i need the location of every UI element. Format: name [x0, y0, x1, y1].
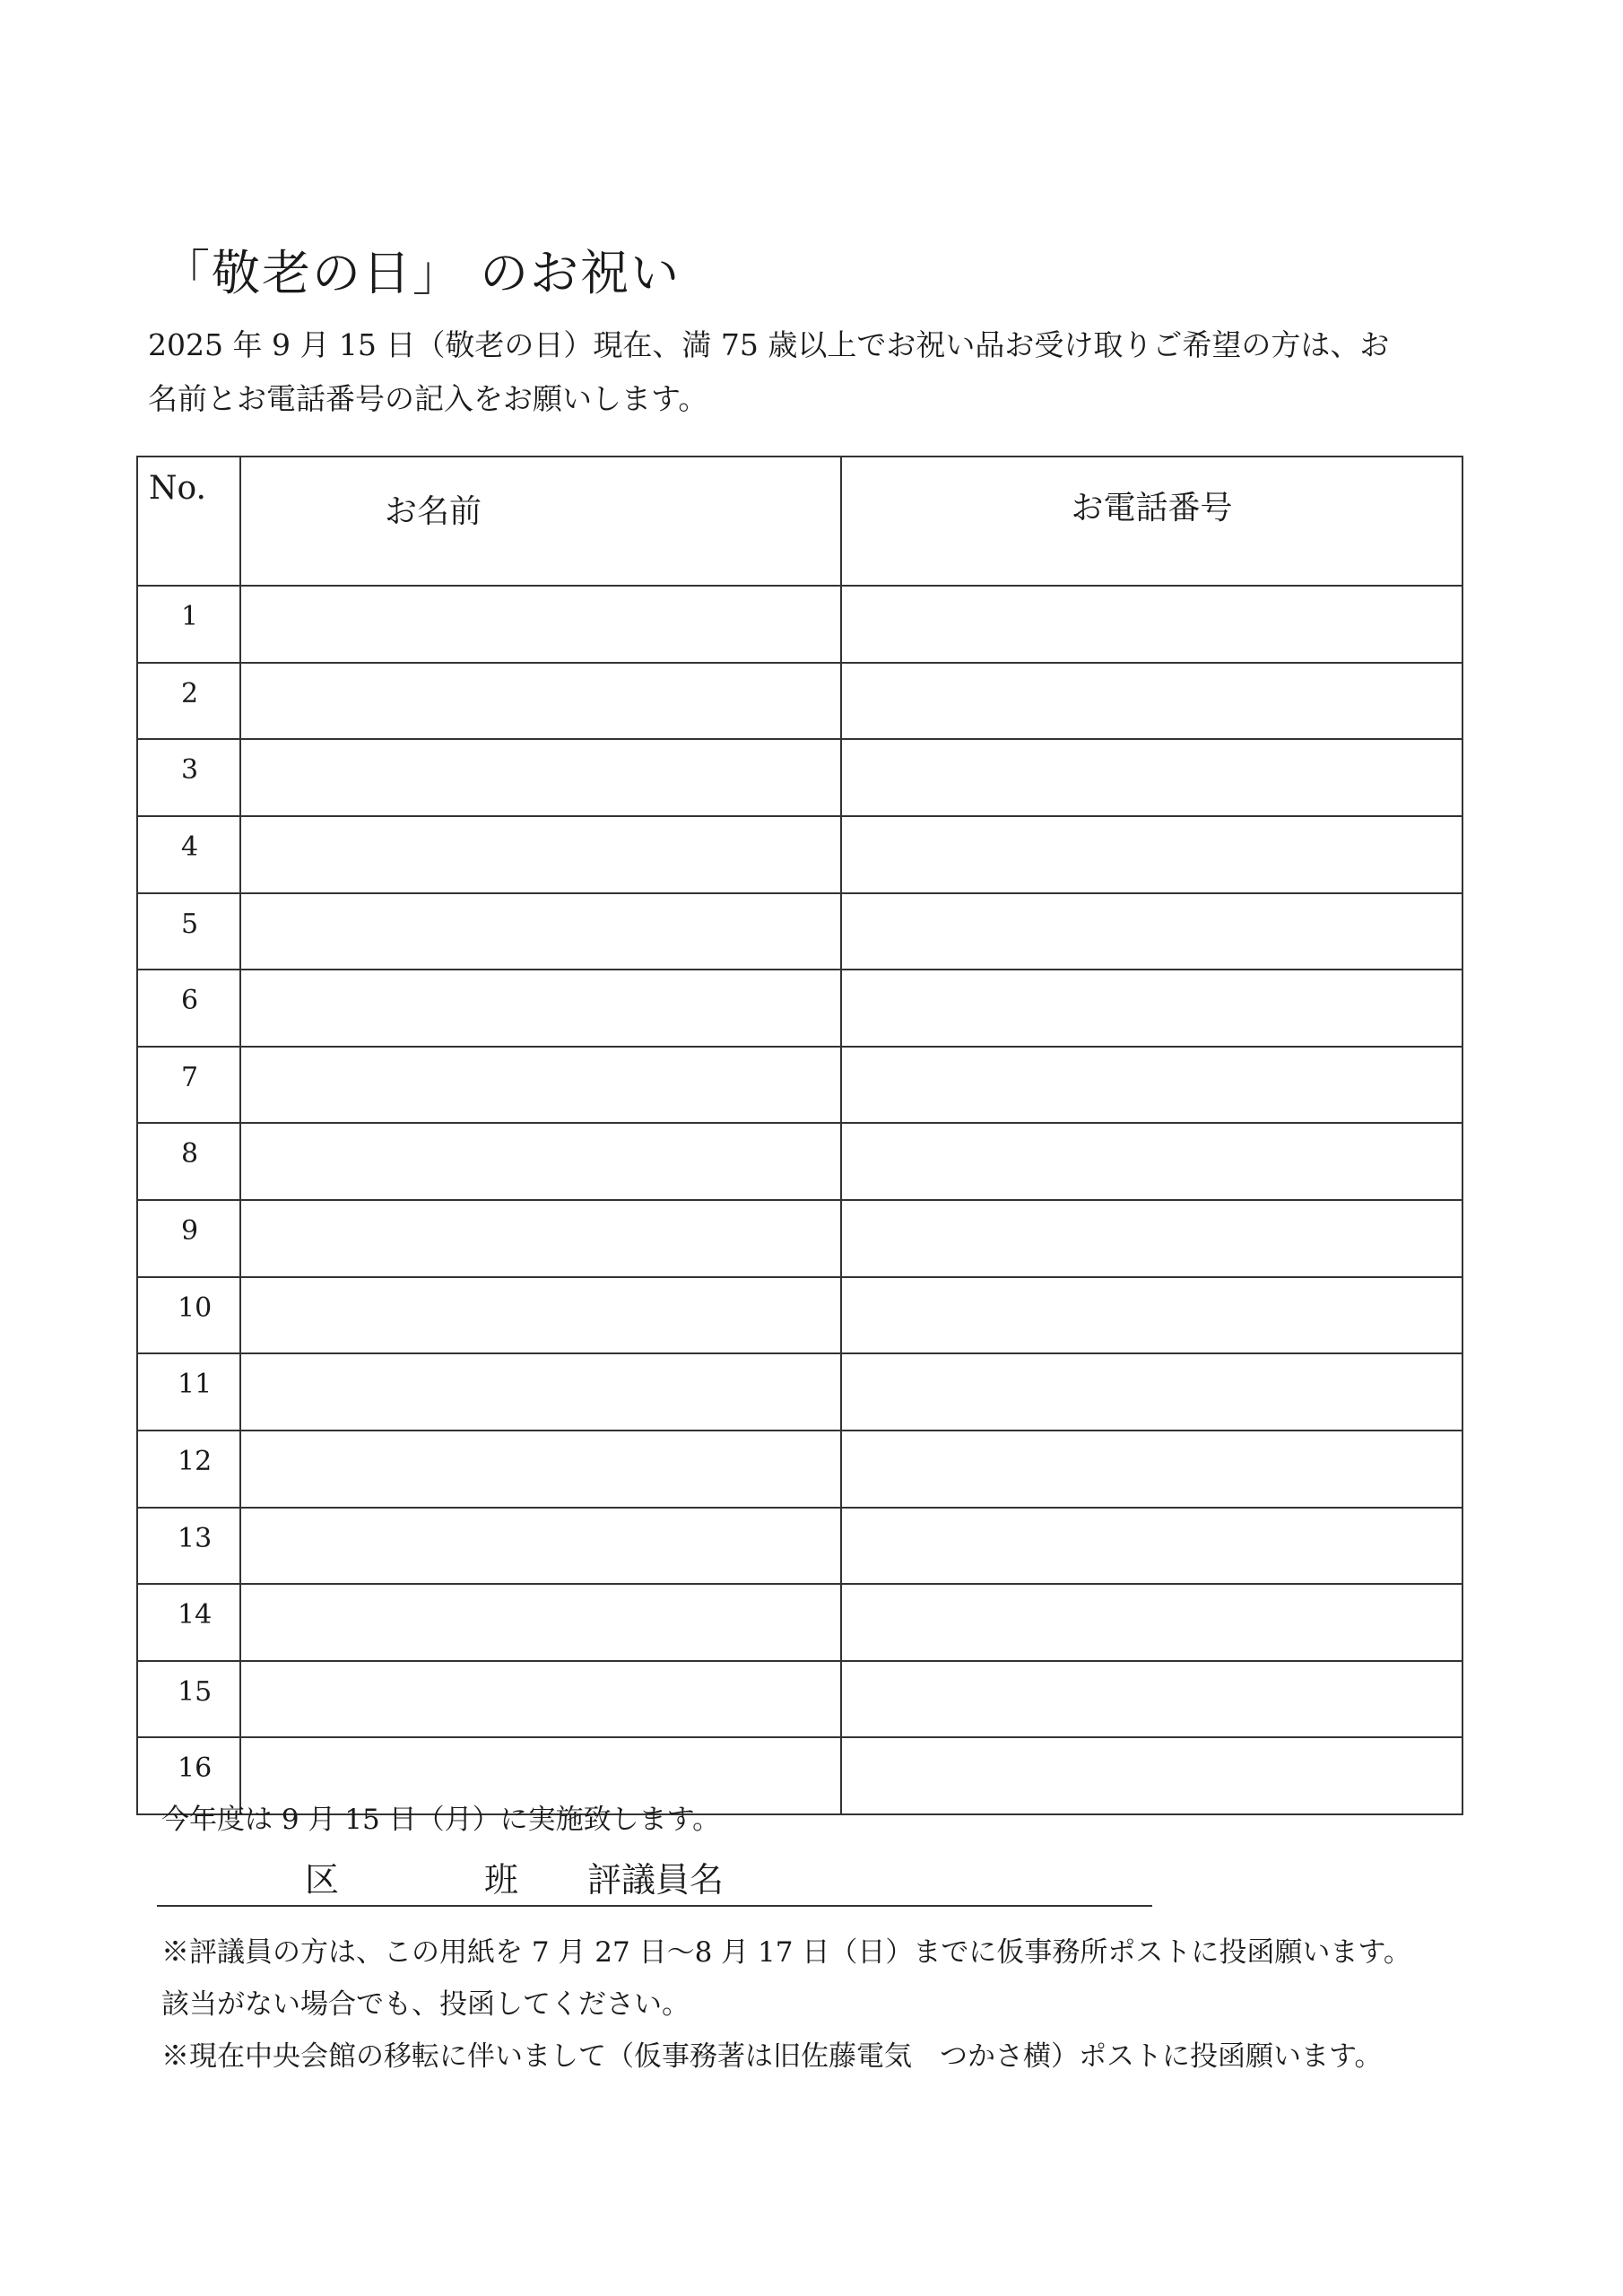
table-row [137, 1200, 1462, 1277]
name-cell[interactable] [240, 1661, 841, 1738]
phone-cell[interactable] [841, 1047, 1462, 1124]
row-number: 1 [137, 586, 240, 663]
name-cell[interactable] [240, 1431, 841, 1508]
signature-ku-label: 区 [305, 1860, 340, 1900]
name-cell[interactable] [240, 1277, 841, 1354]
footnote-line-3: ※現在中央会館の移転に伴いまして（仮事務著は旧佐藤電気 つかさ横）ポストに投函願います。 [161, 2040, 1383, 2073]
name-cell[interactable] [240, 1047, 841, 1124]
name-cell[interactable] [240, 663, 841, 740]
name-cell[interactable] [240, 1584, 841, 1661]
table-row [137, 663, 1462, 740]
registration-table [136, 456, 1463, 1815]
phone-cell[interactable] [841, 816, 1462, 893]
footnote-line-2: 該当がない場合でも、投函してください。 [161, 1988, 690, 2021]
table-row [137, 970, 1462, 1047]
signature-line[interactable] [157, 1860, 1152, 1907]
table-row [137, 1277, 1462, 1354]
phone-cell[interactable] [841, 1584, 1462, 1661]
row-number: 14 [137, 1584, 240, 1661]
page-title: 「敬老の日」 のお祝い [161, 245, 681, 301]
signature-member-label: 評議員名 [587, 1860, 725, 1900]
row-number: 3 [137, 739, 240, 816]
phone-cell[interactable] [841, 739, 1462, 816]
phone-cell[interactable] [841, 1123, 1462, 1200]
table-row [137, 1047, 1462, 1124]
table-row [137, 586, 1462, 663]
row-number: 5 [137, 893, 240, 970]
header-no: No. [137, 457, 240, 586]
row-number: 15 [137, 1661, 240, 1738]
table-row [137, 816, 1462, 893]
name-cell[interactable] [240, 1508, 841, 1585]
row-number: 10 [137, 1277, 240, 1354]
phone-cell[interactable] [841, 970, 1462, 1047]
row-number: 12 [137, 1431, 240, 1508]
row-number: 4 [137, 816, 240, 893]
name-cell[interactable] [240, 586, 841, 663]
row-number: 6 [137, 970, 240, 1047]
row-number: 2 [137, 663, 240, 740]
phone-cell[interactable] [841, 1508, 1462, 1585]
name-cell[interactable] [240, 893, 841, 970]
implementation-date-note: 今年度は 9 月 15 日（月）に実施致します。 [161, 1804, 721, 1836]
phone-cell[interactable] [841, 1431, 1462, 1508]
header-name: お名前 [240, 457, 841, 586]
signature-han-label: 班 [484, 1860, 519, 1900]
row-number: 9 [137, 1200, 240, 1277]
table-row [137, 1431, 1462, 1508]
table-row [137, 1123, 1462, 1200]
phone-cell[interactable] [841, 1200, 1462, 1277]
name-cell[interactable] [240, 739, 841, 816]
footnote-line-1: ※評議員の方は、この用紙を 7 月 27 日～8 月 17 日（日）までに仮事務所ポストに投函願います。 [161, 1936, 1411, 1969]
name-cell[interactable] [240, 1123, 841, 1200]
table-header-row [137, 457, 1462, 586]
phone-cell[interactable] [841, 1277, 1462, 1354]
phone-cell[interactable] [841, 586, 1462, 663]
footnotes [161, 1926, 1488, 2083]
row-number: 13 [137, 1508, 240, 1585]
phone-cell[interactable] [841, 1737, 1462, 1814]
table-row [137, 893, 1462, 970]
intro-line-1: 2025 年 9 月 15 日（敬老の日）現在、満 75 歳以上でお祝い品お受け取りご希望の方は、お [148, 327, 1390, 362]
intro-paragraph [148, 318, 1466, 426]
row-number: 11 [137, 1353, 240, 1431]
table-row [137, 1508, 1462, 1585]
phone-cell[interactable] [841, 1353, 1462, 1431]
table-row [137, 1353, 1462, 1431]
name-cell[interactable] [240, 1353, 841, 1431]
intro-line-2: 名前とお電話番号の記入をお願いします。 [148, 381, 708, 416]
phone-cell[interactable] [841, 893, 1462, 970]
header-phone: お電話番号 [841, 457, 1462, 586]
phone-cell[interactable] [841, 1661, 1462, 1738]
phone-cell[interactable] [841, 663, 1462, 740]
row-number: 16 [137, 1737, 240, 1814]
name-cell[interactable] [240, 970, 841, 1047]
table-row [137, 1584, 1462, 1661]
name-cell[interactable] [240, 816, 841, 893]
table-row [137, 1661, 1462, 1738]
table-row [137, 739, 1462, 816]
row-number: 8 [137, 1123, 240, 1200]
name-cell[interactable] [240, 1200, 841, 1277]
table-body [137, 586, 1462, 1814]
row-number: 7 [137, 1047, 240, 1124]
